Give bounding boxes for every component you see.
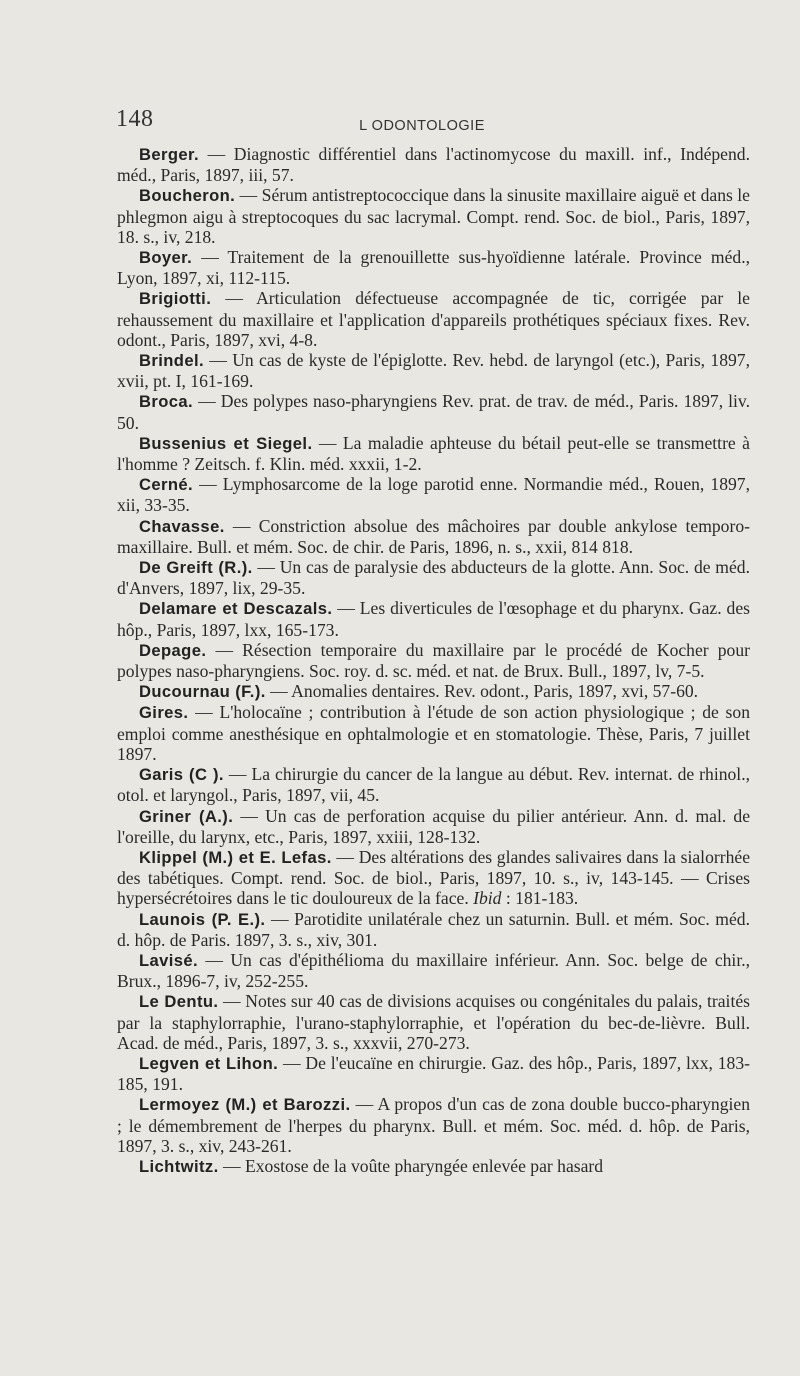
- bibliography-list: [117, 144, 750, 1177]
- bibliography-entry: [117, 350, 750, 391]
- running-title: L ODONTOLOGIE: [359, 118, 485, 134]
- entry-citation: — Exostose de la voûte pharyngée enlevée par hasard: [218, 1155, 604, 1176]
- bibliography-entry: [117, 764, 750, 805]
- entry-citation: — Sérum antistreptococcique dans la sinusite maxillaire aiguë et dans le phlegmon aigu à streptocoques du sac lacrymal. Compt. rend. Soc. de biol., Paris, 1897, 18. s., iv, 218.: [117, 185, 750, 247]
- entry-citation-italic: Ibid: [473, 888, 502, 909]
- entry-author: Lermoyez (M.) et Barozzi.: [139, 1095, 351, 1115]
- entry-citation: — Des polypes naso-pharyngiens Rev. prat. de trav. de méd., Paris. 1897, liv. 50.: [117, 391, 750, 433]
- bibliography-entry: [117, 516, 750, 557]
- entry-citation: — Les diverticules de l'œsophage et du pharynx. Gaz. des hôp., Paris, 1897, lxx, 165-173.: [117, 598, 750, 640]
- bibliography-entry: [117, 1156, 750, 1177]
- entry-author: Gires.: [139, 703, 189, 723]
- entry-citation: — Traitement de la grenouillette sus-hyoïdienne latérale. Province méd., Lyon, 1897, xi, 112-115.: [117, 247, 750, 289]
- entry-citation: — Lymphosarcome de la loge parotid enne. Normandie méd., Rouen, 1897, xii, 33-35.: [117, 474, 750, 516]
- entry-citation: — Articulation défectueuse accompagnée de tic, corrigée par le rehaussement du maxillaire et l'application d'appareils prothétiques spéciaux fixes. Rev. odont., Paris, 1897, xvi, 4-8.: [117, 288, 750, 350]
- bibliography-entry: [117, 681, 750, 702]
- entry-author: Depage.: [139, 640, 207, 660]
- entry-citation: — Un cas de paralysie des abducteurs de la glotte. Ann. Soc. de méd. d'Anvers, 1897, lix, 29-35.: [117, 557, 750, 599]
- entry-citation: — Un cas de kyste de l'épiglotte. Rev. hebd. de laryngol (etc.), Paris, 1897, xvii, pt. I, 161-169.: [117, 350, 750, 392]
- entry-citation: — Diagnostic différentiel dans l'actinomycose du maxill. inf., Indépend. méd., Paris, 1897, iii, 57.: [117, 144, 750, 186]
- entry-citation: — Un cas de perforation acquise du pilier antérieur. Ann. d. mal. de l'oreille, du larynx, etc., Paris, 1897, xxiii, 128-132.: [117, 805, 750, 847]
- bibliography-entry: [117, 847, 750, 909]
- bibliography-entry: [117, 640, 750, 681]
- bibliography-entry: [117, 247, 750, 288]
- bibliography-entry: [117, 909, 750, 950]
- entry-citation: — Parotidite unilatérale chez un saturnin. Bull. et mém. Soc. méd. d. hôp. de Paris. 1897, 3. s., xiv, 301.: [117, 908, 750, 950]
- entry-author: Launois (P. E.).: [139, 909, 266, 929]
- entry-author: Delamare et Descazals.: [139, 599, 333, 619]
- entry-citation: — La chirurgie du cancer de la langue au début. Rev. internat. de rhinol., otol. et laryngol., Paris, 1897, vii, 45.: [117, 764, 750, 806]
- entry-author: Cerné.: [139, 475, 194, 495]
- entry-author: Bussenius et Siegel.: [139, 433, 313, 453]
- entry-author: Le Dentu.: [139, 992, 219, 1012]
- entry-author: Lichtwitz.: [139, 1156, 219, 1176]
- bibliography-entry: [117, 185, 750, 247]
- entry-author: Broca.: [139, 392, 194, 412]
- bibliography-entry: [117, 144, 750, 185]
- entry-citation: — Constriction absolue des mâchoires par double ankylose temporo-maxillaire. Bull. et mém. Soc. de chir. de Paris, 1896, n. s., xxii, 814 818.: [117, 515, 750, 557]
- entry-author: Chavasse.: [139, 516, 225, 536]
- bibliography-entry: [117, 806, 750, 847]
- entry-author: Ducournau (F.).: [139, 682, 266, 702]
- page-header: [116, 104, 728, 144]
- bibliography-entry: [117, 557, 750, 598]
- entry-author: Griner (A.).: [139, 806, 234, 826]
- bibliography-entry: [117, 598, 750, 639]
- entry-author: Berger.: [139, 145, 199, 164]
- entry-citation: — Un cas d'épithélioma du maxillaire inférieur. Ann. Soc. belge de chir., Brux., 1896-7, iv, 252-255.: [117, 949, 750, 992]
- entry-author: Boyer.: [139, 248, 193, 268]
- entry-author: Brigiotti.: [139, 289, 212, 309]
- entry-citation: — Anomalies dentaires. Rev. odont., Paris, 1897, xvi, 57-60.: [265, 681, 699, 702]
- entry-citation: — Notes sur 40 cas de divisions acquises ou congénitales du palais, traités par la staphylorraphie, l'urano-staphylorraphie, et l'opération du bec-de-lièvre. Bull. Acad. de méd., Paris, 1897, 3. s., xxxvii, 270-273.: [117, 991, 750, 1053]
- entry-citation: — Des altérations des glandes salivaires dans la sialorrhée des tabétiques. Compt. rend. Soc. de biol., Paris, 1897, 10. s., iv, 143-145. — Crises hypersécrétoires dans le tic douloureux de la face.: [117, 846, 751, 909]
- bibliography-entry: [117, 433, 750, 474]
- entry-author: Lavisé.: [139, 950, 199, 970]
- entry-citation: — La maladie aphteuse du bétail peut-elle se transmettre à l'homme ? Zeitsch. f. Klin. méd. xxxii, 1-2.: [117, 432, 750, 475]
- entry-author: Garis (C ).: [139, 765, 224, 785]
- bibliography-entry: [117, 1094, 750, 1156]
- entry-citation: — L'holocaïne ; contribution à l'étude de son action physiologique ; de son emploi comme anesthésique en ophtalmologie et en stomatologie. Thèse, Paris, 7 juillet 1897.: [117, 702, 750, 764]
- entry-citation: — Résection temporaire du maxillaire par le procédé de Kocher pour polypes naso-pharyngiens. Soc. roy. d. sc. méd. et nat. de Brux. Bull., 1897, lv, 7-5.: [117, 639, 750, 682]
- entry-author: Klippel (M.) et E. Lefas.: [139, 847, 332, 867]
- entry-author: Legven et Lihon.: [139, 1053, 279, 1073]
- bibliography-entry: [117, 991, 750, 1053]
- entry-citation: — A propos d'un cas de zona double bucco-pharyngien ; le démembrement de l'herpes du pharynx. Bull. et mém. Soc. méd. d. hôp. de Paris, 1897, 3. s., xiv, 243-261.: [117, 1094, 750, 1156]
- bibliography-entry: [117, 288, 750, 350]
- entry-citation-tail: : 181-183.: [501, 888, 579, 909]
- entry-author: Boucheron.: [139, 186, 236, 206]
- entry-citation: — De l'eucaïne en chirurgie. Gaz. des hôp., Paris, 1897, lxx, 183-185, 191.: [117, 1052, 750, 1095]
- bibliography-entry: [117, 950, 750, 991]
- bibliography-entry: [117, 702, 750, 764]
- entry-author: De Greift (R.).: [139, 558, 253, 578]
- page-number: 148: [116, 106, 154, 132]
- bibliography-entry: [117, 474, 750, 515]
- bibliography-entry: [117, 1053, 750, 1094]
- bibliography-entry: [117, 391, 750, 432]
- entry-author: Brindel.: [139, 351, 204, 371]
